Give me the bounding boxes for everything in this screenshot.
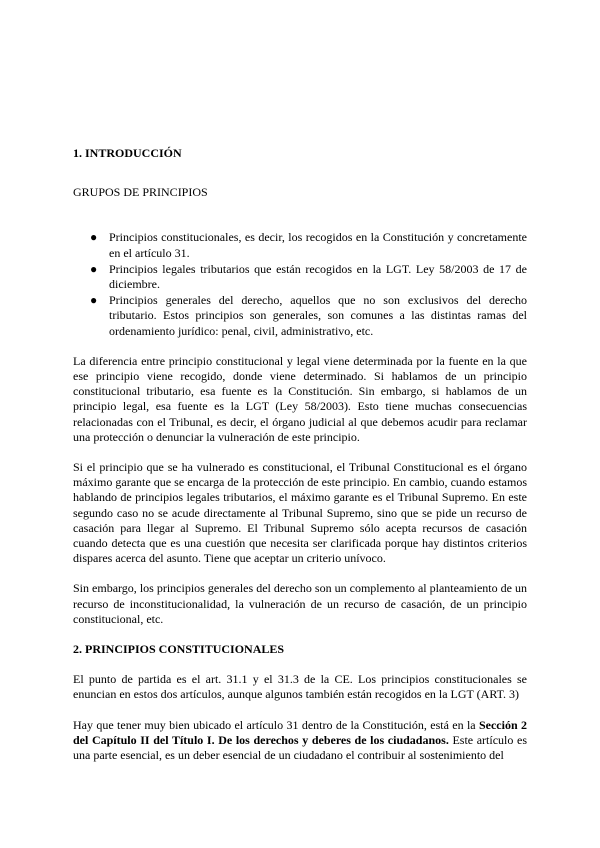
list-item-text: Principios generales del derecho, aquellos que no son exclusivos del derecho tributario. Estos principios son generales, son comunes a las distintas ramas del ordenamiento jurídico: penal, civil, administrativo, etc. [109, 293, 527, 338]
paragraph-text-end: Este artículo es una parte esencial, es un deber esencial de un ciudadano el contribuir al sostenimiento del [73, 732, 528, 763]
paragraph-diferencia: La diferencia entre principio constitucional y legal viene determinada por la fuente en la que ese principio viene recogido, donde viene determinado. Si hablamos de un principio constitucional tributario, esa fuente es la Constitución. Sin embargo, si hablamos de un principio legal, esa fuente es la LGT (Ley 58/2003). Esto tiene muchas consecuencias relacionadas con el Tribunal, es decir, el órgano judicial al que debemos acudir para reclamar una protección o denunciar la vulneración de este principio. [73, 353, 527, 444]
bullet-icon: ● [90, 261, 98, 276]
list-item [90, 261, 527, 292]
section-heading-introduccion: 1. INTRODUCCIÓN [73, 146, 182, 160]
principles-list [73, 230, 527, 338]
subheading-grupos-de-principios: GRUPOS DE PRINCIPIOS [73, 185, 208, 200]
paragraph-bold-reference: Sección 2 del Capítulo II del Título I. De los derechos y deberes de los ciudadanos. [73, 717, 527, 747]
bullet-icon: ● [90, 293, 98, 308]
bullet-icon: ● [90, 230, 98, 245]
paragraph-punto-de-partida: El punto de partida es el art. 31.1 y el 31.3 de la CE. Los principios constitucionales se enuncian en estos dos artículos, aunque algunos también están recogidos en la LGT (ART. 3) [73, 672, 527, 702]
section-heading-principios-constitucionales: 2. PRINCIPIOS CONSTITUCIONALES [73, 642, 285, 657]
document-content [73, 146, 527, 763]
paragraph-articulo-31 [73, 718, 527, 764]
list-item [90, 293, 527, 339]
paragraph-principios-generales: Sin embargo, los principios generales del derecho son un complemento al planteamiento de un recurso de inconstitucionalidad, la vulneración de un recurso de casación, de un principio constitucional, etc. [73, 581, 527, 626]
list-item-text: Principios legales tributarios que están recogidos en la LGT. Ley 58/2003 de 17 de diciembre. [109, 261, 527, 292]
paragraph-text-start: Hay que tener muy bien ubicado el artículo 31 dentro de la Constitución, está en la [73, 717, 479, 732]
paragraph-tribunal: Si el principio que se ha vulnerado es constitucional, el Tribunal Constitucional es el órgano máximo garante que se encarga de la protección de este principio. En cambio, cuando estamos hablando de principios legales tributarios, el máximo garante es el Tribunal Supremo. En este segundo caso no se acude directamente al Tribunal Supremo, sino que se pide un recurso de casación para llegar al Supremo. El Tribunal Supremo sólo acepta recursos de casación cuando detecta que es una cuestión que necesita ser clarificada porque hay distintos criterios dispares acerca del asunto. Tiene que aceptar un criterio unívoco. [73, 460, 527, 566]
list-item [90, 230, 527, 260]
list-item-text: Principios constitucionales, es decir, los recogidos en la Constitución y concretamente en el artículo 31. [109, 230, 527, 260]
